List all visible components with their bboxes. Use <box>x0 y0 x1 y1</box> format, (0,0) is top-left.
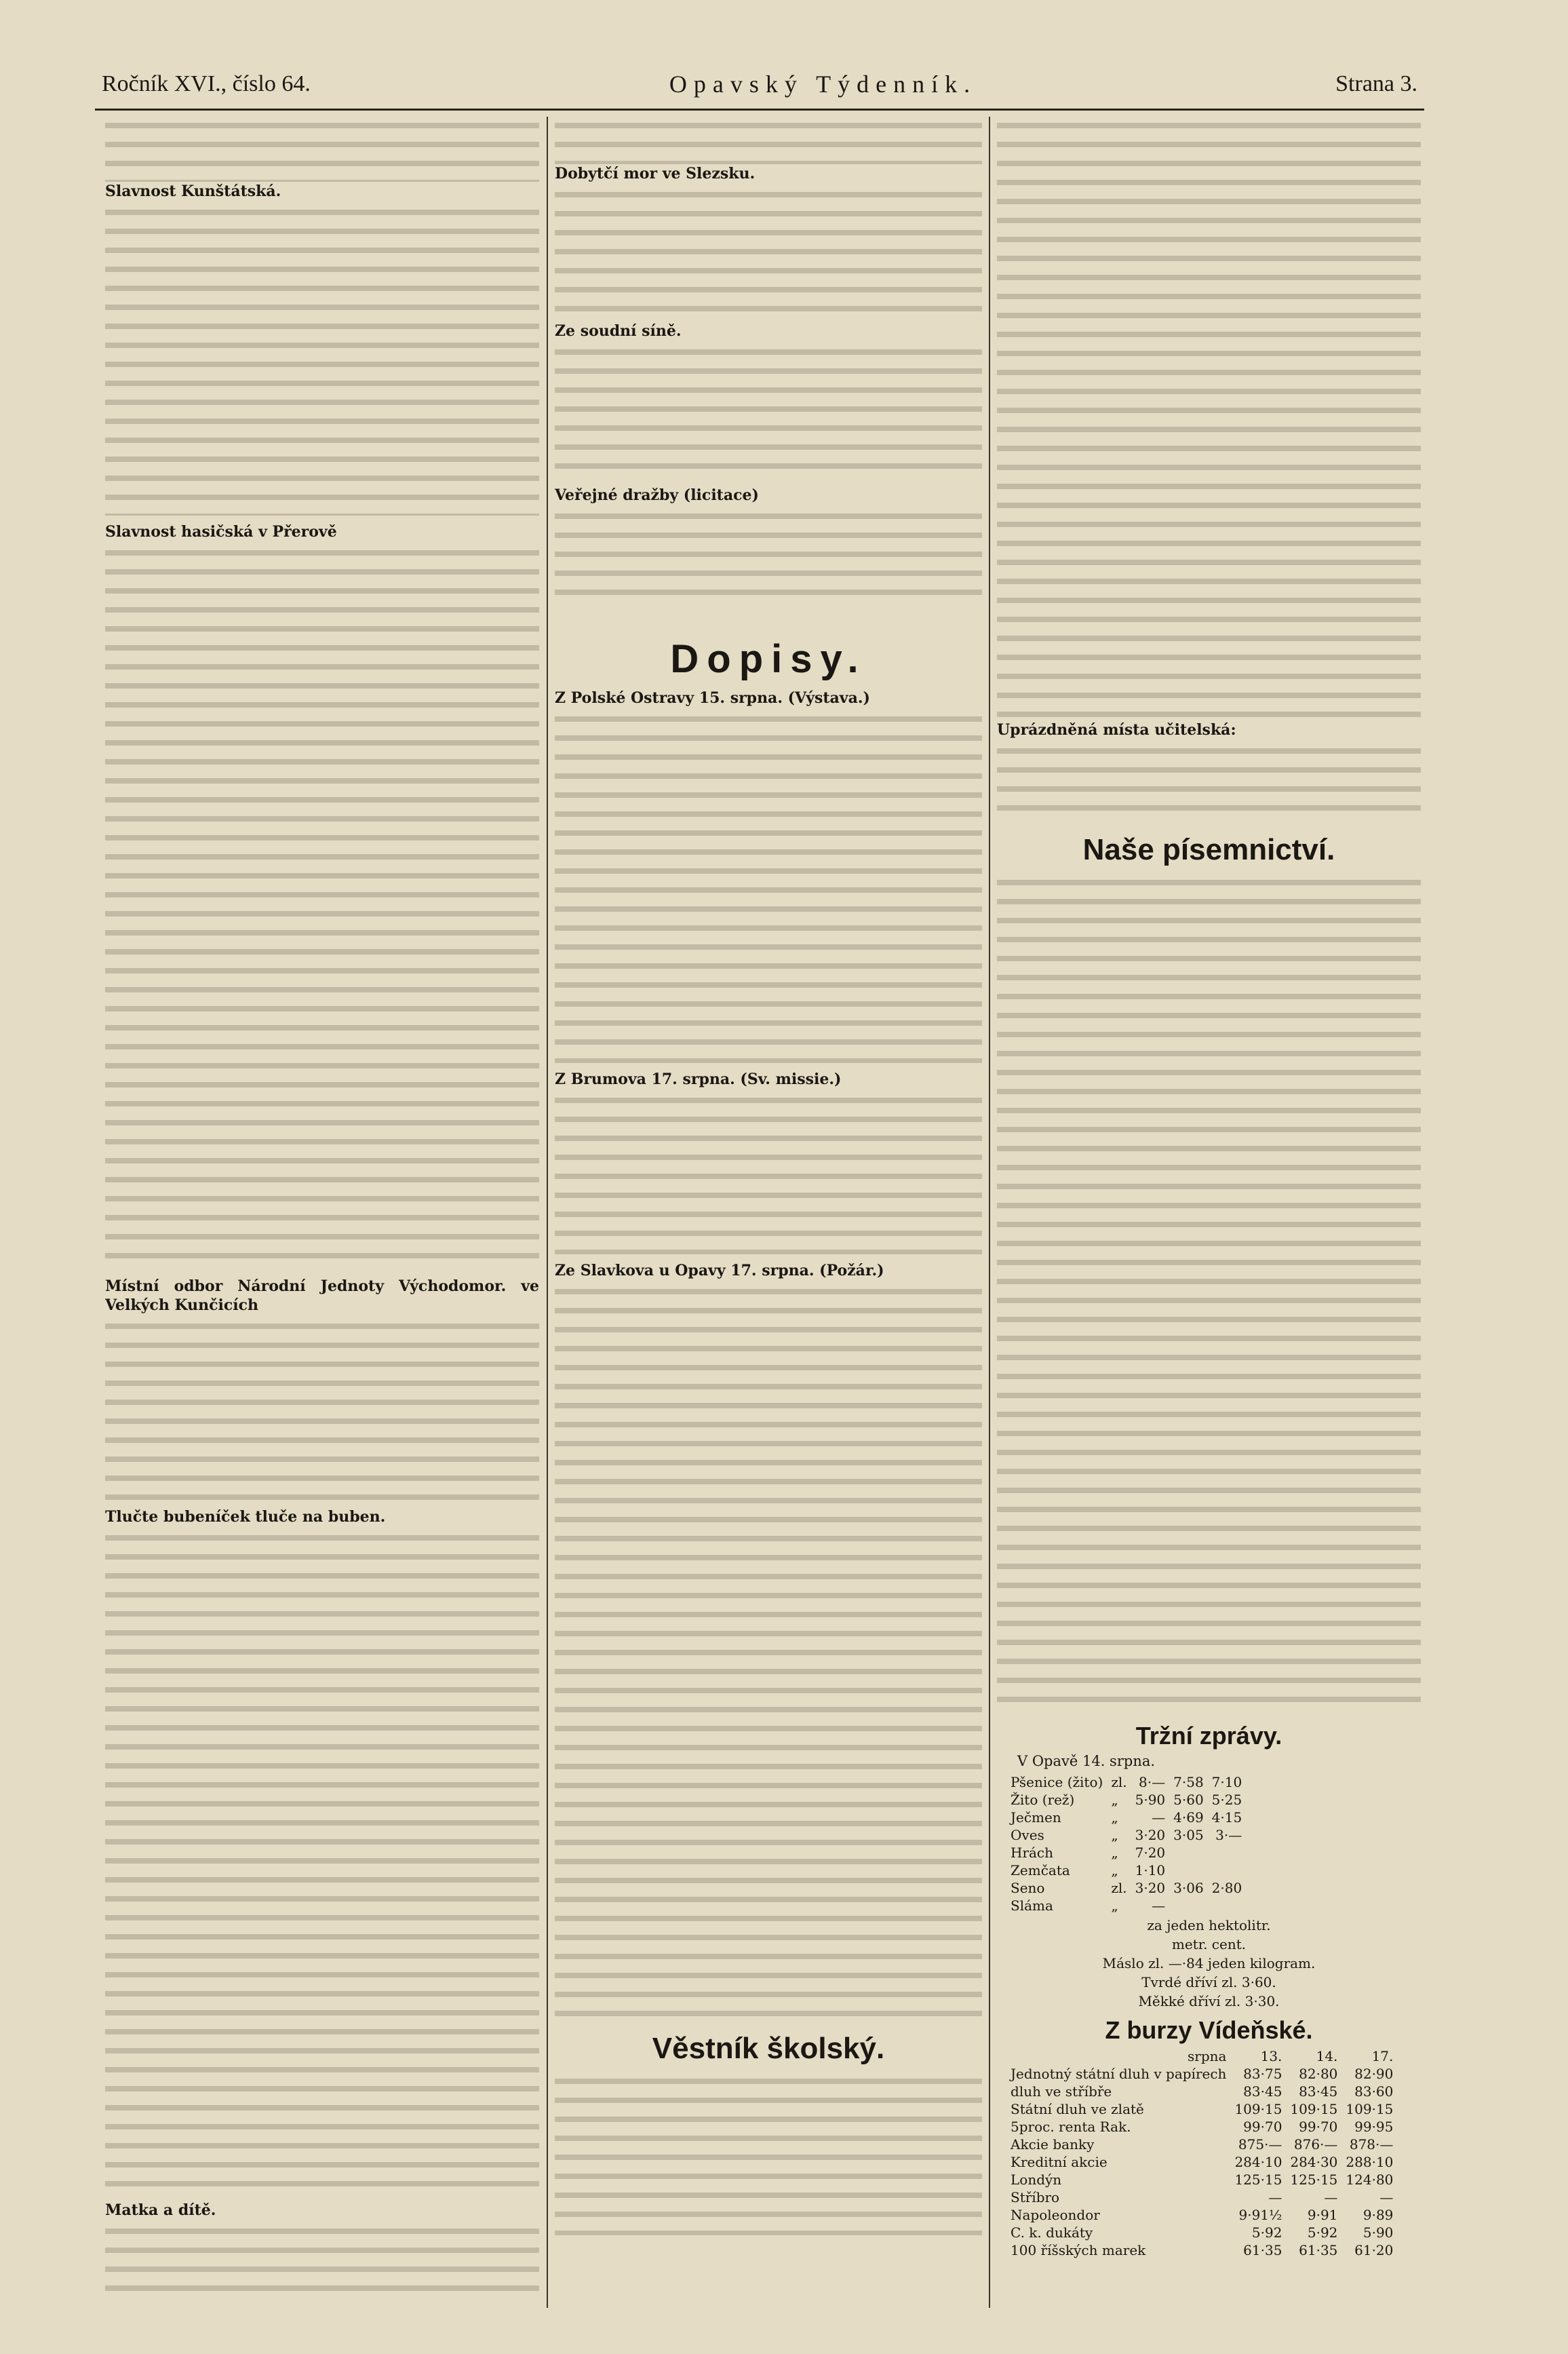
article-heading: Slavnost hasičská v Přerově <box>105 523 337 541</box>
security-name: Londýn <box>1011 2172 1062 2188</box>
quote-14: 5·92 <box>1307 2224 1338 2241</box>
header-rule <box>95 109 1424 111</box>
exchange-row <box>1006 2083 1397 2100</box>
column-1 <box>105 117 539 2308</box>
letter-heading: Z Brumova 17. srpna. (Sv. missie.) <box>555 1070 842 1088</box>
price-low <box>1208 1861 1247 1879</box>
quote-13: 109·15 <box>1234 2101 1282 2117</box>
exchange-row <box>1006 2136 1397 2153</box>
market-unit-hay: metr. cent. <box>1171 1936 1247 1952</box>
currency-unit: „ <box>1111 1792 1118 1808</box>
quote-14: 109·15 <box>1290 2101 1338 2117</box>
price-low: 7·10 <box>1211 1774 1242 1790</box>
exchange-row <box>1006 2153 1397 2171</box>
quote-13: 284·10 <box>1234 2154 1282 2170</box>
exchange-header-row <box>1006 2047 1397 2065</box>
price-high: 7·20 <box>1135 1845 1166 1861</box>
quote-17: 5·90 <box>1363 2224 1394 2241</box>
market-row <box>1006 1879 1246 1897</box>
quote-14: 99·70 <box>1299 2119 1338 2135</box>
exchange-row <box>1006 2100 1397 2118</box>
article-heading: Matka a dítě. <box>105 2201 216 2219</box>
commodity-name: Pšenice (žito) <box>1011 1774 1103 1790</box>
section-title-dopisy: Dopisy. <box>670 637 867 681</box>
security-name: Akcie banky <box>1011 2136 1095 2153</box>
currency-unit: „ <box>1111 1809 1118 1826</box>
article-lead-in <box>105 117 539 182</box>
currency-unit: „ <box>1111 1897 1118 1914</box>
quote-14: — <box>1324 2189 1338 2205</box>
currency-unit: „ <box>1111 1827 1118 1843</box>
price-low: 4·15 <box>1211 1809 1242 1826</box>
exchange-report <box>997 2016 1421 2259</box>
column-rule-2 <box>989 117 990 2308</box>
article-kunstat <box>105 182 539 516</box>
price-mid <box>1169 1861 1208 1879</box>
article-matka <box>105 2201 539 2304</box>
security-name: Kreditní akcie <box>1011 2154 1108 2170</box>
exchange-title: Z burzy Vídeňské. <box>1105 2016 1313 2044</box>
market-place-date: V Opavě 14. srpna. <box>1017 1753 1156 1769</box>
exchange-row <box>1006 2241 1397 2259</box>
article-heading: Ze soudní síně. <box>555 322 682 340</box>
quote-13: 83·45 <box>1243 2083 1282 2100</box>
commodity-name: Seno <box>1011 1880 1045 1896</box>
market-butter: Máslo zl. —·84 jeden kilogram. <box>1102 1955 1316 1971</box>
exchange-row <box>1006 2118 1397 2136</box>
masthead-title: Opavský Týdenník. <box>669 71 977 98</box>
letter-slavkov <box>555 1261 982 2022</box>
commodity-name: Hrách <box>1011 1845 1054 1861</box>
article-drazby <box>555 486 982 596</box>
commodity-name: Oves <box>1011 1827 1044 1843</box>
currency-unit: „ <box>1111 1845 1118 1861</box>
exchange-table <box>1006 2047 1397 2259</box>
running-head <box>102 64 1417 104</box>
quote-17: 61·20 <box>1354 2242 1394 2258</box>
market-row <box>1006 1809 1246 1826</box>
price-high: 8·— <box>1139 1774 1166 1790</box>
exchange-row <box>1006 2188 1397 2206</box>
price-high: — <box>1152 1809 1166 1826</box>
quote-13: 99·70 <box>1243 2119 1282 2135</box>
price-low: 2·80 <box>1211 1880 1242 1896</box>
article-soud <box>555 322 982 479</box>
section-title-pisemnictvi: Naše písemnictví. <box>1082 833 1335 866</box>
article-continued <box>997 117 1421 720</box>
quote-14: 9·91 <box>1307 2207 1338 2223</box>
price-mid: 7·58 <box>1173 1774 1204 1790</box>
price-low: 3·— <box>1215 1827 1242 1843</box>
exchange-row <box>1006 2171 1397 2188</box>
market-row <box>1006 1844 1246 1861</box>
quote-13: — <box>1268 2189 1282 2205</box>
price-mid <box>1169 1897 1208 1914</box>
article-heading: Uprázdněná místa učitelská: <box>997 721 1236 739</box>
market-row <box>1006 1791 1246 1809</box>
quote-13: 125·15 <box>1234 2172 1282 2188</box>
currency-unit: „ <box>1111 1862 1118 1878</box>
market-title: Tržní zprávy. <box>1135 1722 1282 1750</box>
quote-17: 99·95 <box>1354 2119 1394 2135</box>
quote-13: 9·91½ <box>1238 2207 1282 2223</box>
article-continued <box>555 117 982 164</box>
price-mid: 3·05 <box>1173 1827 1204 1843</box>
article-heading: Slavnost Kunštátská. <box>105 182 281 200</box>
exchange-row <box>1006 2065 1397 2083</box>
quote-17: 83·60 <box>1354 2083 1394 2100</box>
quote-14: 83·45 <box>1299 2083 1338 2100</box>
security-name: 100 říšských marek <box>1011 2242 1146 2258</box>
quote-17: 124·80 <box>1346 2172 1394 2188</box>
quote-14: 82·80 <box>1299 2066 1338 2082</box>
exchange-date: 14. <box>1316 2048 1338 2064</box>
commodity-name: Ječmen <box>1011 1809 1061 1826</box>
exchange-date: 13. <box>1260 2048 1282 2064</box>
quote-14: 876·— <box>1293 2136 1338 2153</box>
article-prerov <box>105 522 539 1270</box>
security-name: C. k. dukáty <box>1011 2224 1093 2241</box>
price-mid: 4·69 <box>1173 1809 1204 1826</box>
price-high: 3·20 <box>1135 1880 1166 1896</box>
price-low <box>1208 1844 1247 1861</box>
letter-heading: Z Polské Ostravy 15. srpna. (Výstava.) <box>555 689 870 707</box>
quote-13: 5·92 <box>1251 2224 1282 2241</box>
quote-14: 125·15 <box>1290 2172 1338 2188</box>
article-kuncice <box>105 1277 539 1501</box>
article-uprazdnena-mista <box>997 720 1421 824</box>
article-heading: Dobytčí mor ve Slezsku. <box>555 165 756 182</box>
quote-14: 284·30 <box>1290 2154 1338 2170</box>
price-high: 1·10 <box>1135 1862 1166 1878</box>
quote-17: — <box>1379 2189 1394 2205</box>
quote-17: 109·15 <box>1346 2101 1394 2117</box>
currency-unit: zl. <box>1111 1774 1127 1790</box>
commodity-name: Zemčata <box>1011 1862 1070 1878</box>
article-heading: Místní odbor Národní Jednoty Východomor. ve Velkých Kunčicích <box>105 1277 539 1314</box>
security-name: Napoleondor <box>1011 2207 1100 2223</box>
letter-polska-ostrava <box>555 689 982 1063</box>
price-mid: 5·60 <box>1173 1792 1204 1808</box>
price-low: 5·25 <box>1211 1792 1242 1808</box>
page-number: Strana 3. <box>1335 71 1417 96</box>
exchange-date-label: srpna <box>1188 2048 1227 2064</box>
pisemnictvi-text <box>997 874 1421 1715</box>
quote-13: 61·35 <box>1243 2242 1282 2258</box>
market-row <box>1006 1826 1246 1844</box>
quote-17: 288·10 <box>1346 2154 1394 2170</box>
market-softwood: Měkké dříví zl. 3·30. <box>1138 1993 1280 2009</box>
security-name: dluh ve stříbře <box>1011 2083 1112 2100</box>
market-row <box>1006 1861 1246 1879</box>
quote-17: 878·— <box>1349 2136 1394 2153</box>
exchange-row <box>1006 2206 1397 2224</box>
commodity-name: Sláma <box>1011 1897 1053 1914</box>
market-table <box>1006 1773 1246 1914</box>
article-heading: Tlučte bubeníček tluče na buben. <box>105 1508 386 1526</box>
column-3 <box>997 117 1421 2308</box>
quote-13: 875·— <box>1238 2136 1282 2153</box>
article-bubenicek <box>105 1507 539 2194</box>
column-rule-1 <box>547 117 548 2308</box>
quote-17: 9·89 <box>1363 2207 1394 2223</box>
vestnik-text <box>555 2072 982 2235</box>
currency-unit: zl. <box>1111 1880 1127 1896</box>
quote-17: 82·90 <box>1354 2066 1394 2082</box>
price-mid: 3·06 <box>1173 1880 1204 1896</box>
letter-brumov <box>555 1070 982 1254</box>
market-hardwood: Tvrdé dříví zl. 3·60. <box>1141 1974 1276 1990</box>
price-mid <box>1169 1844 1208 1861</box>
column-2 <box>555 117 982 2308</box>
issue-number: Ročník XVI., číslo 64. <box>102 71 311 96</box>
price-high: 5·90 <box>1135 1792 1166 1808</box>
price-low <box>1208 1897 1247 1914</box>
security-name: Státní dluh ve zlatě <box>1011 2101 1144 2117</box>
security-name: 5proc. renta Rak. <box>1011 2119 1131 2135</box>
price-high: — <box>1152 1897 1166 1914</box>
security-name: Jednotný státní dluh v papírech <box>1011 2066 1227 2082</box>
exchange-row <box>1006 2224 1397 2241</box>
security-name: Stříbro <box>1011 2189 1060 2205</box>
quote-13: 83·75 <box>1243 2066 1282 2082</box>
article-mor <box>555 164 982 315</box>
exchange-date: 17. <box>1371 2048 1394 2064</box>
commodity-name: Žito (rež) <box>1011 1792 1075 1808</box>
letter-heading: Ze Slavkova u Opavy 17. srpna. (Požár.) <box>555 1262 884 1279</box>
section-title-vestnik: Věstník školský. <box>652 2032 885 2065</box>
market-row <box>1006 1773 1246 1791</box>
article-heading: Veřejné dražby (licitace) <box>555 486 759 504</box>
price-high: 3·20 <box>1135 1827 1166 1843</box>
quote-14: 61·35 <box>1299 2242 1338 2258</box>
market-row <box>1006 1897 1246 1914</box>
market-report <box>997 1722 1421 2009</box>
market-unit-grain: za jeden hektolitr. <box>1147 1917 1271 1933</box>
